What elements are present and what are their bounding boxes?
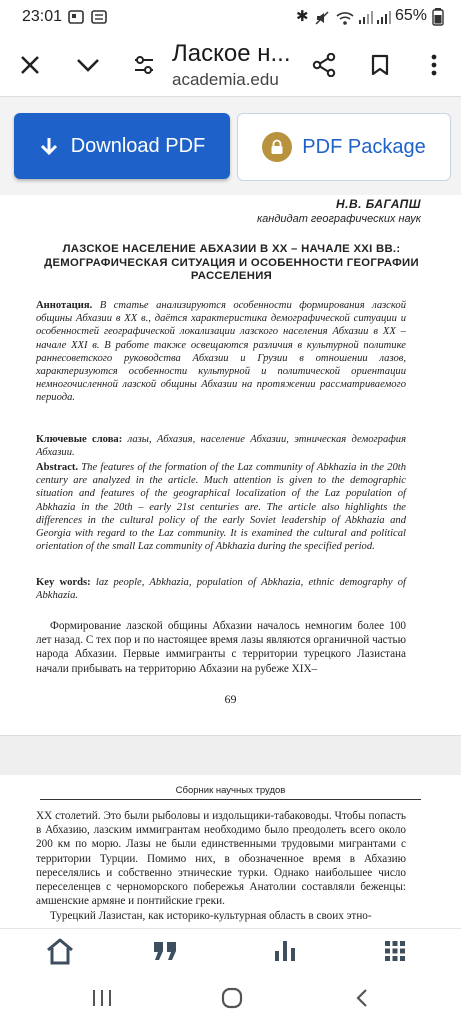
site-settings-button[interactable] — [126, 47, 162, 83]
nav-more[interactable] — [375, 935, 415, 967]
pdf-package-button[interactable] — [237, 113, 451, 181]
nav-stats[interactable] — [265, 935, 305, 967]
nav-citations[interactable] — [145, 935, 185, 967]
collapse-button[interactable] — [70, 47, 106, 83]
download-arrow-icon — [39, 136, 59, 156]
gallery-notification-icon — [68, 10, 84, 24]
recent-apps-button[interactable] — [82, 982, 122, 1014]
status-time: 23:01 — [22, 8, 63, 25]
body-paragraph: XX столетий. Это были рыболовы и издольщики-табаководы. Чтобы попасть в Абхазию, лазским иммигрантам необходимо было преодолеть всего около 200 км по морю. Лазы не были единственными трудовыми мигрантами с территории Турции. Помимо них, в обозначенное время в Абхазию переселялись и собственно этнические турки. Однако наибольшее число переселенцев с черноморского побережья Анатолии составляли беженцы: амшенские армяне и понтийские греки. — [36, 810, 406, 908]
keywords-ru-text: лазы, Абхазия, население Абхазии, этническая демография Абхазии. — [36, 434, 407, 459]
home-circle-icon — [221, 987, 243, 1009]
document-page[interactable] — [0, 195, 461, 735]
battery-icon — [432, 8, 444, 26]
quote-icon — [152, 940, 178, 962]
mute-icon — [314, 10, 330, 26]
body-paragraph: Турецкий Лазистан, как историко-культурная область в своих этно- — [50, 910, 372, 922]
bookmark-icon — [371, 54, 389, 76]
browser-toolbar — [0, 34, 461, 97]
close-icon — [19, 54, 41, 76]
keywords-en-text: laz people, Abkhazia, population of Abkhazia, ethnic demography of Abkhazia. — [36, 577, 406, 602]
article-title: ЛАЗСКОЕ НАСЕЛЕНИЕ АБХАЗИИ В XX – НАЧАЛЕ XXI ВВ.: ДЕМОГРАФИЧЕСКАЯ СИТУАЦИЯ И ОСОБЕННОСТИ ГЕОГРАФИИ РАССЕЛЕНИЯ — [44, 243, 419, 282]
keywords-ru-label: Ключевые слова: — [36, 434, 123, 445]
bottom-navigation — [0, 928, 461, 973]
keywords-en-label: Key words: — [36, 577, 91, 588]
signal-1-icon — [358, 10, 374, 25]
system-navigation — [0, 972, 461, 1024]
download-pdf-label: Download PDF — [70, 134, 206, 157]
share-icon — [312, 53, 336, 77]
keywords-ru-paragraph — [36, 433, 406, 459]
abstract-text: The features of the formation of the Laz community of Abkhazia in the 20th century are analyzed in the article. Much attention is given to the demographic situation and features of the geographical localization of the Laz population of Abkhazia in the 20th – early 21st centuries are. The article also highlights the differences in the cultural policy of the early Soviet leadership of Abkhazia and Georgia with regard to the Laz community. It is examined the cultural and political orientation of the small Laz community of Abkhazia during the specified period. — [36, 462, 406, 553]
close-button[interactable] — [12, 47, 48, 83]
bluetooth-icon: ✱ — [296, 8, 309, 25]
author-name: Н.В. БАГАПШ — [335, 197, 421, 211]
page-domain: academia.edu — [172, 70, 279, 89]
more-vert-icon — [430, 53, 438, 77]
chevron-down-icon — [76, 57, 100, 73]
battery-percent: 65% — [395, 7, 428, 24]
download-pdf-button[interactable] — [14, 113, 230, 179]
page-separator — [0, 735, 461, 776]
nav-home[interactable] — [40, 935, 80, 967]
home-system-button[interactable] — [212, 982, 252, 1014]
lock-badge — [262, 132, 292, 162]
abstract-label: Abstract. — [36, 462, 79, 473]
annotation-label: Аннотация. — [36, 300, 93, 311]
abstract-paragraph — [36, 461, 406, 553]
back-button[interactable] — [342, 982, 382, 1014]
bar-chart-icon — [273, 939, 297, 963]
action-strip — [0, 97, 461, 195]
keywords-en-paragraph — [36, 576, 406, 602]
lock-icon — [270, 139, 284, 155]
page-number: 69 — [224, 692, 237, 706]
share-button[interactable] — [306, 47, 342, 83]
grid-icon — [384, 940, 406, 962]
body-paragraph: Формирование лазской общины Абхазии началось немногим более 100 лет назад. С тех пор и по настоящее время лазы являются органичной частью народа Абхазии. Первые иммигранты с территории турецкого Лазистана начали прибывать на территорию Абхазии на рубеже XIX– — [36, 620, 406, 675]
annotation-paragraph — [36, 299, 406, 405]
bookmark-button[interactable] — [362, 47, 398, 83]
recent-apps-icon — [91, 988, 113, 1008]
more-options-button[interactable] — [416, 47, 452, 83]
back-chevron-icon — [354, 988, 370, 1008]
news-notification-icon — [91, 10, 107, 24]
document-page[interactable] — [0, 775, 461, 930]
status-bar — [0, 0, 461, 34]
home-icon — [45, 937, 75, 965]
annotation-text: В статье анализируются особенности формирования лазской общины Абхазии в XX в., даётся характеристика демографической ситуации и особенностей географической локализации лазского населения Абхазии в XX – начале XXI в. В работе также освещаются различия в культурной политике раннесоветского руководства Абхазии и Грузии в отношении лазов, характеризуются особенности культурной и политической ориентации немногочисленной лазской общины Абхазии на протяжении рассматриваемого периода. — [36, 300, 406, 404]
running-header: Сборник научных трудов — [40, 785, 421, 800]
pdf-package-label: PDF Package — [302, 135, 426, 158]
page-title: Лаское н... — [172, 40, 291, 67]
wifi-icon — [335, 10, 355, 26]
signal-2-icon — [376, 10, 392, 25]
tune-icon — [133, 55, 155, 75]
author-title: кандидат географических наук — [256, 213, 421, 225]
